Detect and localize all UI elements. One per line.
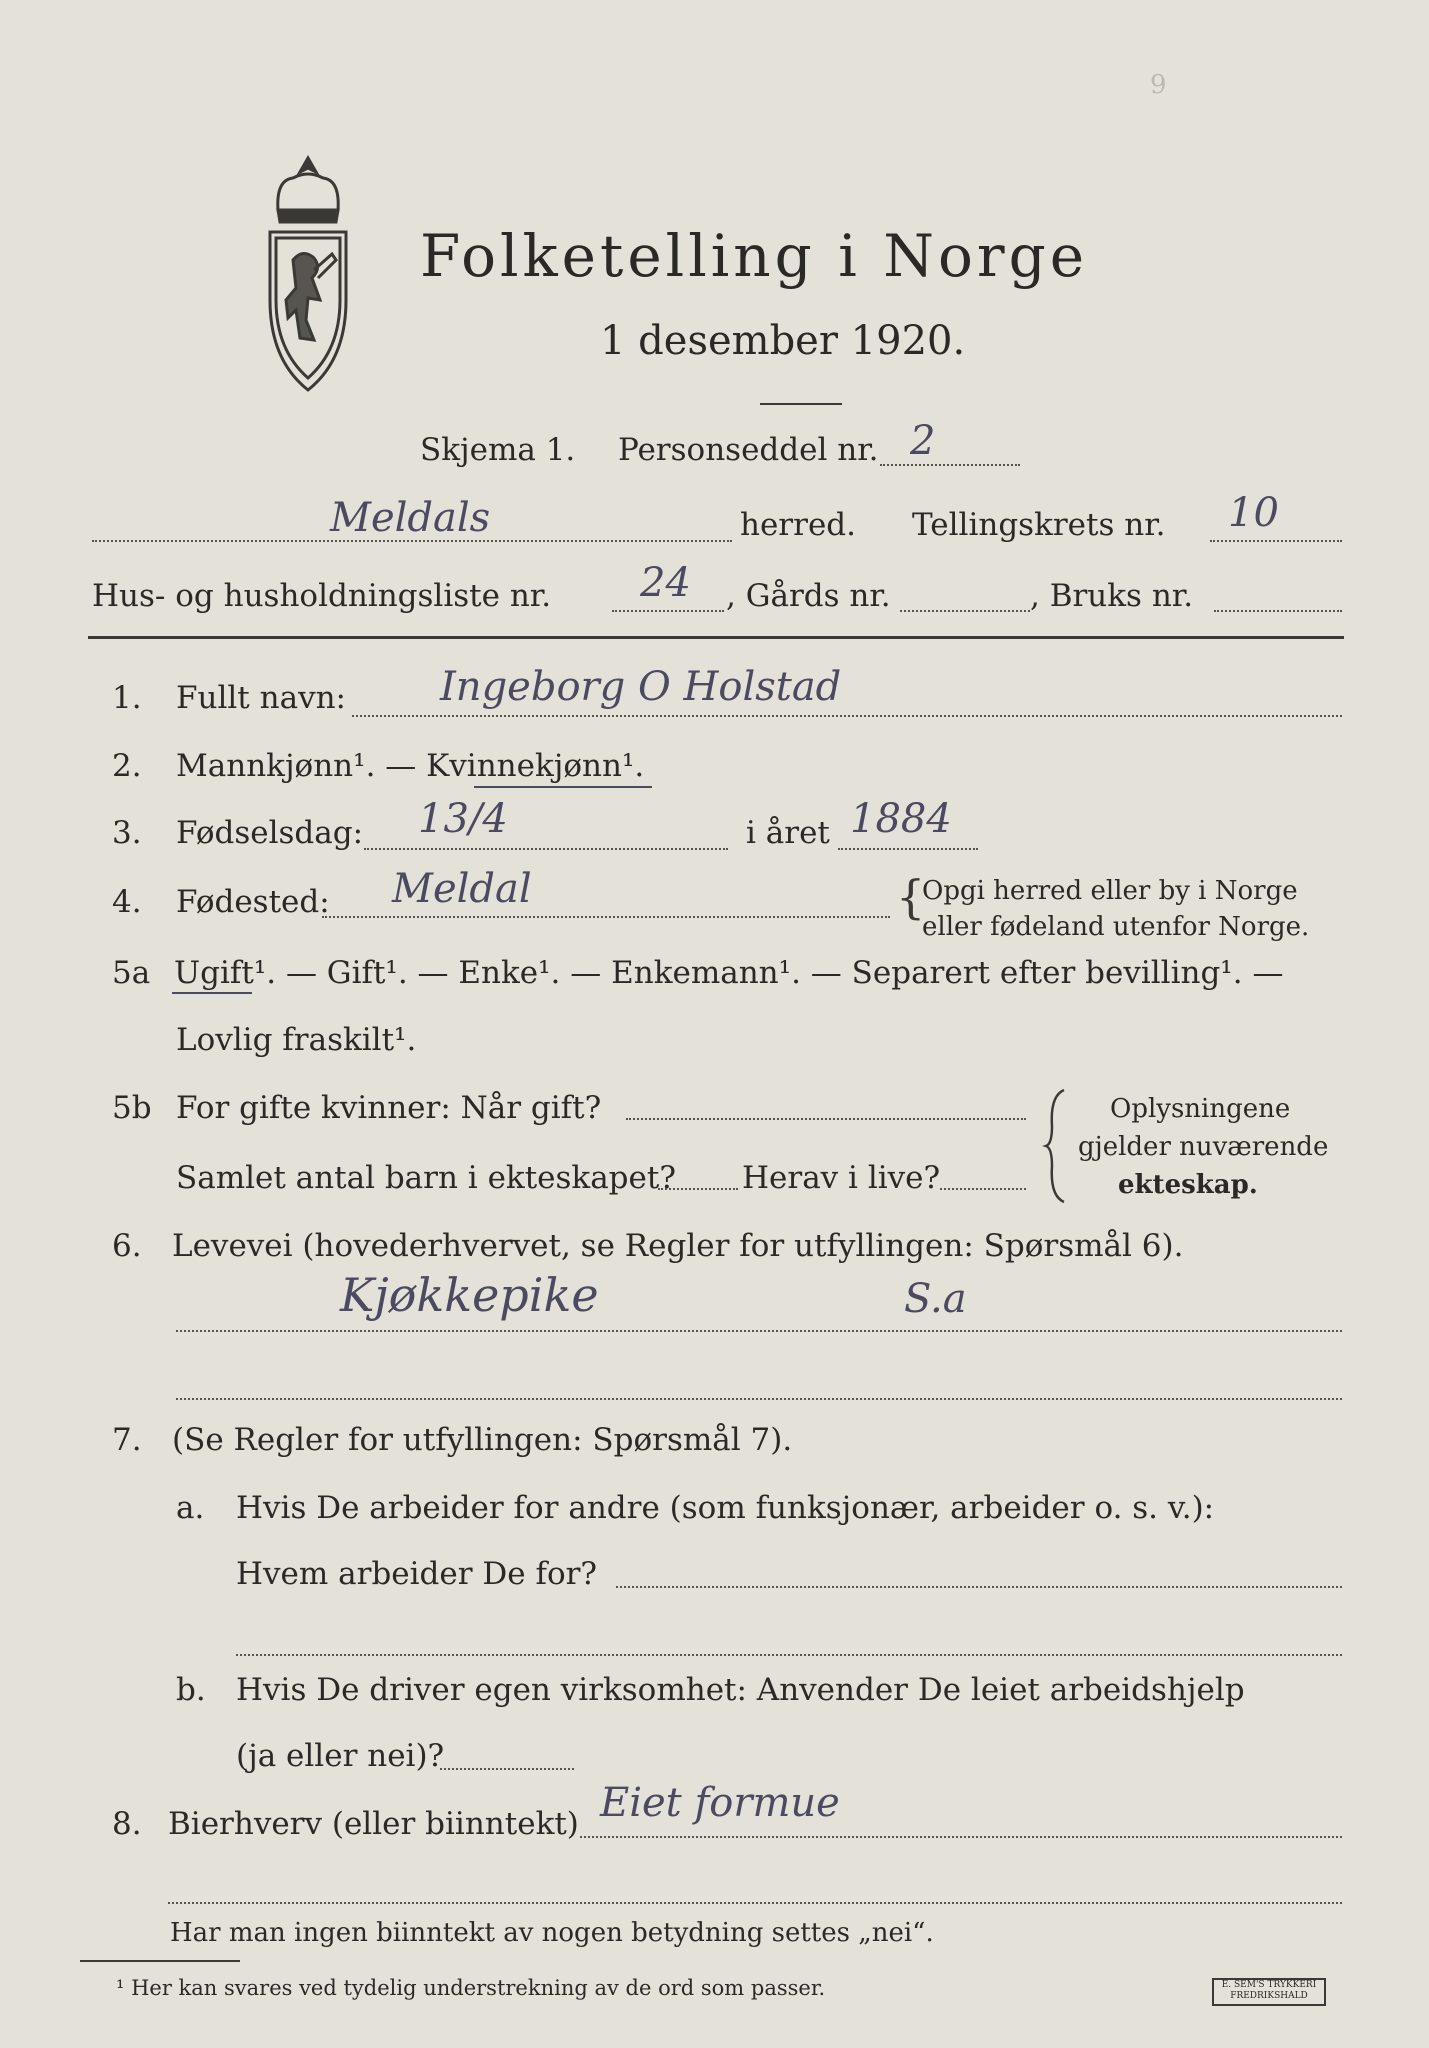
footer-note: Har man ingen biinntekt av nogen betydning settes „nei“.: [170, 1918, 934, 1948]
tellingskrets-line: [1210, 540, 1342, 542]
herred-value[interactable]: Meldals: [330, 495, 491, 541]
q7a-employer-label: Hvem arbeider De for?: [236, 1556, 598, 1592]
footnote: ¹ Her kan svares ved tydelig understrekning av de ord som passer.: [116, 1976, 826, 2000]
q6-line-1: [176, 1330, 1342, 1332]
q5a-status-options-2[interactable]: Lovlig fraskilt¹.: [176, 1022, 417, 1058]
q5b-note-1: Oplysningene: [1110, 1094, 1291, 1124]
q5b-number: 5b: [112, 1090, 152, 1126]
q1-number: 1.: [112, 680, 142, 716]
q5b-note-3: ekteskap.: [1118, 1170, 1258, 1200]
husliste-value[interactable]: 24: [640, 560, 691, 606]
herred-label: herred.: [740, 507, 856, 543]
q6-line-2: [176, 1398, 1342, 1400]
q1-full-name-value[interactable]: Ingeborg O Holstad: [440, 664, 842, 710]
q5a-status-options[interactable]: Ugift¹. — Gift¹. — Enke¹. — Enkemann¹. — Separert efter bevilling¹. —: [174, 955, 1284, 991]
husliste-line: [612, 610, 724, 612]
gards-label: , Gårds nr.: [726, 578, 891, 614]
q5a-selected-underline: [172, 992, 252, 994]
bruks-line: [1214, 610, 1342, 612]
tellingskrets-label: Tellingskrets nr.: [912, 507, 1166, 543]
q8-label: Bierhverv (eller biinntekt): [168, 1806, 579, 1842]
q2-selected-underline: [474, 786, 652, 788]
q8-line-2: [168, 1902, 1342, 1904]
q4-number: 4.: [112, 884, 142, 920]
q6-occupation-value[interactable]: Kjøkkepike: [340, 1268, 599, 1322]
bruks-label: , Bruks nr.: [1030, 578, 1194, 614]
husliste-label: Hus- og husholdningsliste nr.: [92, 578, 552, 614]
census-date: 1 desember 1920.: [600, 318, 966, 364]
personseddel-line: [880, 464, 1020, 466]
q7b-question: Hvis De driver egen virksomhet: Anvender De leiet arbeidshjelp: [236, 1672, 1245, 1708]
q7b-letter: b.: [176, 1672, 206, 1708]
q5a-number: 5a: [112, 955, 151, 991]
q5b-note-2: gjelder nuværende: [1078, 1132, 1329, 1162]
q4-birthplace-value[interactable]: Meldal: [392, 866, 532, 912]
q3-number: 3.: [112, 815, 142, 851]
q1-label: Fullt navn:: [176, 680, 346, 716]
herred-line: [92, 540, 732, 542]
q6-label: Levevei (hovederhvervet, se Regler for utfyllingen: Spørsmål 6).: [172, 1228, 1184, 1264]
bleed-through: 9: [1150, 70, 1167, 100]
personseddel-label: Personseddel nr.: [618, 432, 879, 468]
q5b-children-label: Samlet antal barn i ekteskapet?: [176, 1160, 676, 1196]
q7-number: 7.: [112, 1422, 142, 1458]
q3-birthday-value[interactable]: 13/4: [418, 796, 508, 842]
q5b-alive-line: [940, 1188, 1026, 1190]
q1-line: [352, 715, 1342, 717]
q4-note-2: eller fødeland utenfor Norge.: [922, 912, 1310, 942]
form-title: Folketelling i Norge: [420, 222, 1089, 290]
tellingskrets-value[interactable]: 10: [1228, 490, 1279, 536]
q2-number: 2.: [112, 748, 142, 784]
q7a-line-2: [236, 1654, 1342, 1656]
q3-year-line: [838, 848, 978, 850]
header-rule: [88, 636, 1344, 639]
footnote-rule: [80, 1960, 240, 1962]
printer-stamp: E. SEM'S TRYKKERI FREDRIKSHALD: [1212, 1978, 1326, 2006]
title-divider: [760, 403, 842, 405]
q4-label: Fødested:: [176, 884, 330, 920]
q8-side-income-value[interactable]: Eiet formue: [600, 1780, 840, 1826]
q3-label: Fødselsdag:: [176, 815, 364, 851]
schema-label: Skjema 1.: [420, 432, 576, 468]
q7a-line-1: [616, 1586, 1342, 1588]
q7b-line: [440, 1768, 574, 1770]
q7b-label: (ja eller nei)?: [236, 1738, 445, 1774]
q5b-alive-label: Herav i live?: [742, 1160, 941, 1196]
q8-number: 8.: [112, 1806, 142, 1842]
q5b-married-line: [626, 1118, 1026, 1120]
q4-line: [322, 916, 890, 918]
q6-number: 6.: [112, 1228, 142, 1264]
q7a-question: Hvis De arbeider for andre (som funksjonær, arbeider o. s. v.):: [236, 1490, 1215, 1526]
q3-year-value[interactable]: 1884: [850, 796, 952, 842]
q7a-letter: a.: [176, 1490, 205, 1526]
q2-gender-options[interactable]: Mannkjønn¹. — Kvinnekjønn¹.: [176, 748, 645, 784]
q3-line: [364, 848, 728, 850]
q5b-children-line: [658, 1188, 738, 1190]
q8-line-1: [580, 1836, 1342, 1838]
norwegian-coat-of-arms-icon: [248, 150, 368, 400]
q7-label: (Se Regler for utfyllingen: Spørsmål 7).: [172, 1422, 793, 1458]
personseddel-value[interactable]: 2: [910, 418, 936, 464]
q5b-brace-icon: [1040, 1086, 1070, 1206]
q6-occupation-note[interactable]: S.a: [904, 1276, 967, 1322]
q3-year-label: i året: [746, 815, 830, 851]
q5b-married-label: For gifte kvinner: Når gift?: [176, 1090, 602, 1126]
gards-line: [900, 610, 1030, 612]
q4-note-1: Opgi herred eller by i Norge: [922, 876, 1298, 906]
q4-brace-icon: {: [896, 870, 926, 924]
